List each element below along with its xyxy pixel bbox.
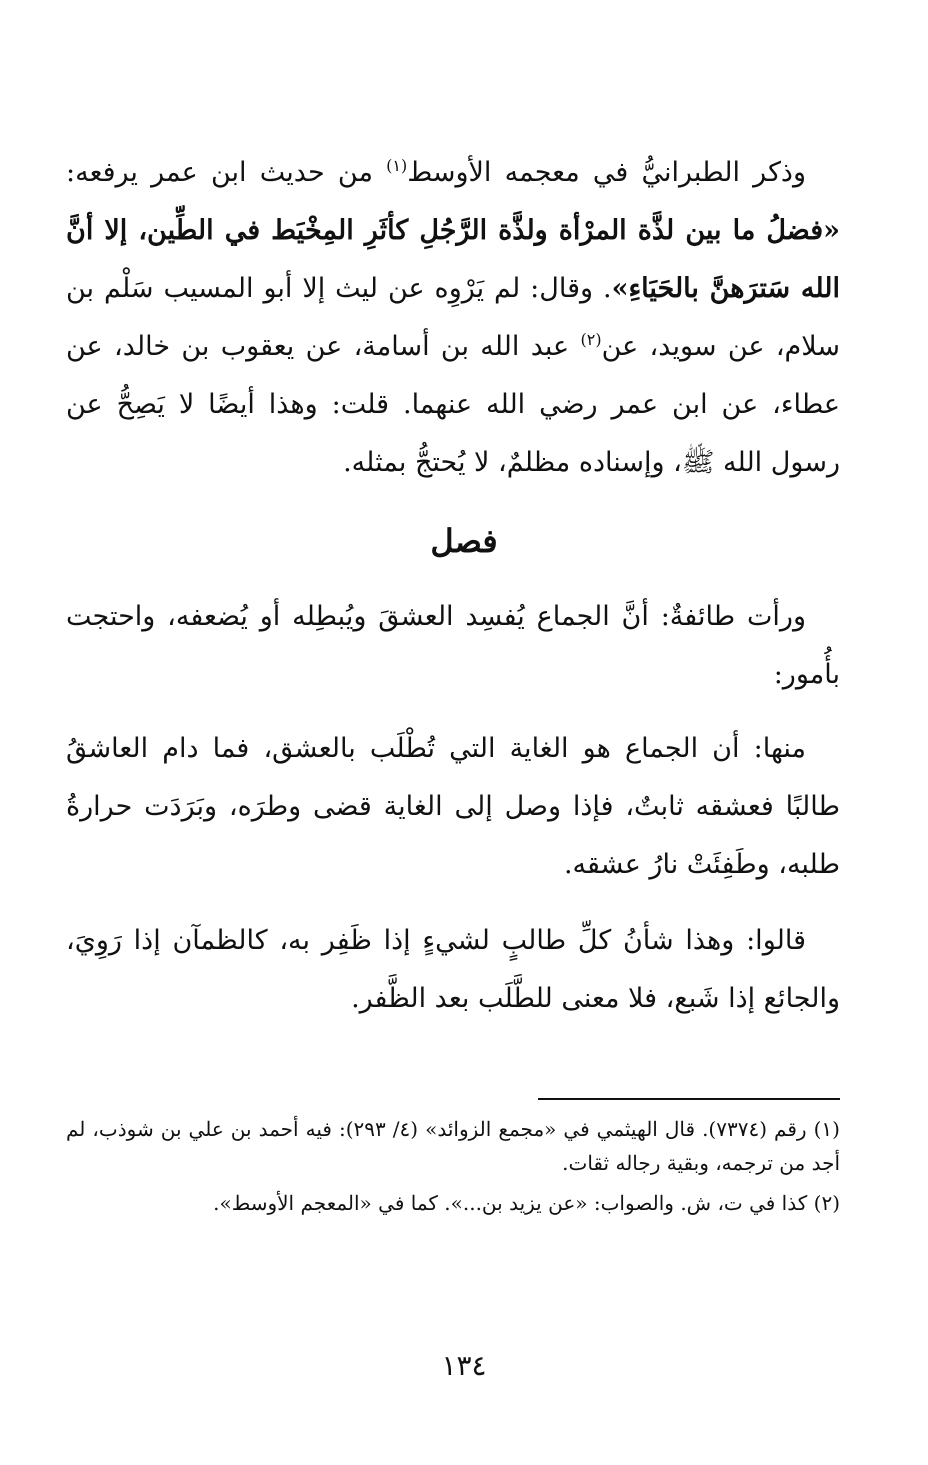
footnote-2 bbox=[66, 1186, 840, 1220]
paragraph4-text: قالوا: وهذا شأنُ كلِّ طالبٍ لشيءٍ إذا ظَفِر به، كالظمآن إذا رَوِيَ، والجائع إذا شَبع، فلا معنى للطَّلَب بعد الظَّفر. bbox=[66, 925, 840, 1014]
footnote-ref-1: (١) bbox=[386, 156, 408, 175]
paragraph1-text-d: عبد الله بن أسامة، عن يعقوب بن خالد، عن عطاء، عن ابن عمر رضي الله عنهما. قلت: وهذا أيضًا لا يَصِحُّ عن رسول الله ﷺ، وإسناده مظلمٌ، لا يُحتجُّ بمثله. bbox=[66, 331, 840, 478]
paragraph-hadith bbox=[66, 144, 840, 492]
footnote-number: (١) bbox=[813, 1117, 840, 1141]
paragraph1-text-b: من حديث ابن عمر يرفعه: bbox=[66, 157, 387, 188]
page-number: ١٣٤ bbox=[441, 1349, 487, 1382]
paragraph2-text: ورأت طائفةٌ: أنَّ الجماع يُفسِد العشقَ ويُبطِله أو يُضعفه، واحتجت بأُمور: bbox=[66, 601, 840, 690]
section-heading: فصل bbox=[430, 522, 498, 560]
paragraph1-text-a: وذكر الطبرانيُّ في معجمه الأوسط bbox=[407, 157, 806, 188]
footnote-1 bbox=[66, 1112, 840, 1180]
footnote-text: كذا في ت، ش. والصواب: «عن يزيد بن...». كما في «المعجم الأوسط». bbox=[213, 1191, 808, 1215]
footnote-text: رقم (٧٣٧٤). قال الهيثمي في «مجمع الزوائد» (٤/ ٢٩٣): فيه أحمد بن علي بن شوذب، لم أجد من ترجمه، وبقية رجاله ثقات. bbox=[66, 1117, 840, 1175]
paragraph-claim bbox=[66, 588, 840, 704]
paragraph1-text-c: . وقال: لم يَرْوِه عن ليث إلا أبو المسيب سَلْم بن سلام، عن سويد، عن bbox=[66, 273, 840, 362]
hadith-quote: «فضلُ ما بين لذَّة المرْأة ولذَّة الرَّجُلِ كأثَرِ المِخْيَط في الطِّين، إلا أنَّ الله سَترَهنَّ بالحَيَاءِ» bbox=[66, 215, 840, 304]
footnote-number: (٢) bbox=[813, 1191, 840, 1215]
paragraph-second-argument bbox=[66, 912, 840, 1028]
footnote-separator bbox=[538, 1098, 840, 1100]
paragraph3-text: منها: أن الجماع هو الغاية التي تُطْلَب بالعشق، فما دام العاشقُ طالبًا فعشقه ثابتٌ، فإذا وصل إلى الغاية قضى وطرَه، وبَرَدَت حرارةُ طلبه، وطَفِئَتْ نارُ عشقه. bbox=[66, 733, 840, 880]
footnotes bbox=[66, 1112, 840, 1226]
paragraph-first-argument bbox=[66, 720, 840, 894]
footnote-ref-2: (٢) bbox=[580, 330, 602, 349]
